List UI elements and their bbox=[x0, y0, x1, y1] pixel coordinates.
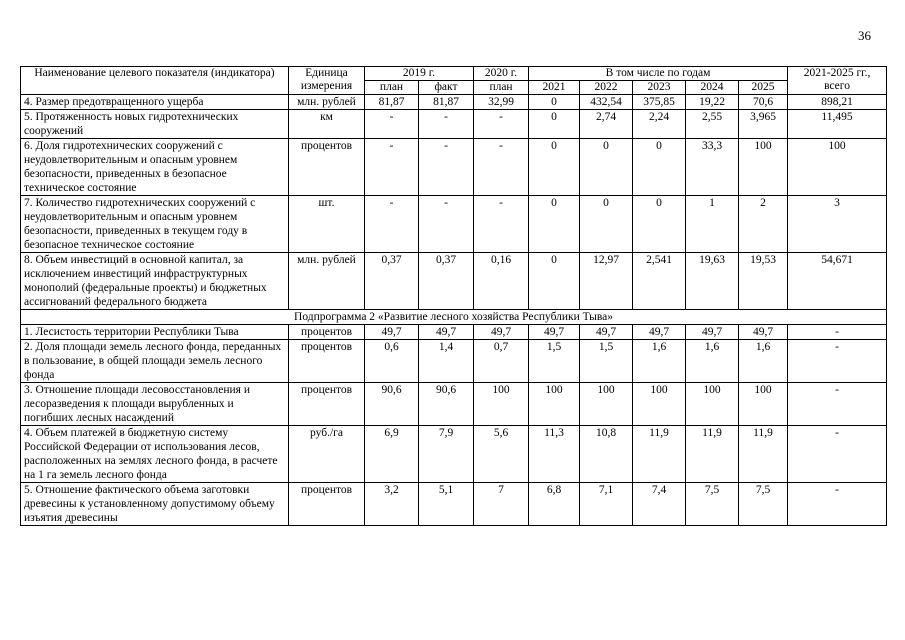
header-name: Наименование целевого показателя (индикатора) bbox=[21, 67, 289, 95]
indicator-value: - bbox=[474, 110, 529, 139]
indicator-value: 100 bbox=[580, 383, 633, 426]
indicator-unit: млн. рублей bbox=[289, 253, 365, 310]
indicator-value: 7,4 bbox=[633, 483, 686, 526]
indicator-value: - bbox=[365, 110, 419, 139]
indicator-value: - bbox=[788, 483, 887, 526]
indicator-value: 11,9 bbox=[633, 426, 686, 483]
indicator-value: 100 bbox=[686, 383, 739, 426]
indicator-value: 7,1 bbox=[580, 483, 633, 526]
indicator-unit: км bbox=[289, 110, 365, 139]
indicator-value: 3,2 bbox=[365, 483, 419, 526]
indicator-value: 81,87 bbox=[419, 95, 474, 110]
indicator-name: 7. Количество гидротехнических сооружений с неудовлетворительным и опасным уровнем безопасности, приведенных в текущем году в безопасное техническое состояние bbox=[21, 196, 289, 253]
indicator-value: - bbox=[474, 139, 529, 196]
indicator-unit: руб./га bbox=[289, 426, 365, 483]
indicator-value: 2,24 bbox=[633, 110, 686, 139]
indicator-value: 2,74 bbox=[580, 110, 633, 139]
indicator-value: 0 bbox=[633, 139, 686, 196]
indicator-name: 5. Протяженность новых гидротехнических сооружений bbox=[21, 110, 289, 139]
indicator-value: 19,53 bbox=[739, 253, 788, 310]
indicator-value: 0 bbox=[529, 196, 580, 253]
indicator-value: 0 bbox=[580, 139, 633, 196]
indicator-value: 11,9 bbox=[739, 426, 788, 483]
indicator-value: 49,7 bbox=[365, 325, 419, 340]
indicator-value: - bbox=[474, 196, 529, 253]
indicator-value: 1,6 bbox=[633, 340, 686, 383]
header-year: 2024 bbox=[686, 81, 739, 95]
indicator-value: 375,85 bbox=[633, 95, 686, 110]
indicator-value: - bbox=[788, 383, 887, 426]
indicator-value: - bbox=[419, 110, 474, 139]
indicator-value: 6,9 bbox=[365, 426, 419, 483]
indicator-value: 6,8 bbox=[529, 483, 580, 526]
indicator-unit: процентов bbox=[289, 139, 365, 196]
indicator-value: 0 bbox=[529, 253, 580, 310]
indicator-value: 7 bbox=[474, 483, 529, 526]
indicator-value: 32,99 bbox=[474, 95, 529, 110]
table-row bbox=[21, 383, 887, 426]
header-total: 2021-2025 гг., всего bbox=[788, 67, 887, 95]
indicator-value: 0 bbox=[580, 196, 633, 253]
indicator-name: 1. Лесистость территории Республики Тыва bbox=[21, 325, 289, 340]
indicator-value: 0 bbox=[529, 139, 580, 196]
indicator-value: 100 bbox=[739, 383, 788, 426]
indicator-value: 11,9 bbox=[686, 426, 739, 483]
indicator-value: 12,97 bbox=[580, 253, 633, 310]
indicator-value: - bbox=[788, 426, 887, 483]
table-row bbox=[21, 95, 887, 110]
indicator-unit: шт. bbox=[289, 196, 365, 253]
indicator-value: 49,7 bbox=[686, 325, 739, 340]
indicator-value: 19,63 bbox=[686, 253, 739, 310]
indicator-value: 49,7 bbox=[580, 325, 633, 340]
indicator-value: 1,6 bbox=[739, 340, 788, 383]
indicator-value: 0,6 bbox=[365, 340, 419, 383]
header-year: 2025 bbox=[739, 81, 788, 95]
indicator-unit: процентов bbox=[289, 340, 365, 383]
indicator-value: 1,6 bbox=[686, 340, 739, 383]
indicator-name: 2. Доля площади земель лесного фонда, переданных в пользование, в общей площади земель лесного фонда bbox=[21, 340, 289, 383]
indicator-value: 49,7 bbox=[529, 325, 580, 340]
indicator-value: 0,7 bbox=[474, 340, 529, 383]
indicator-value: 3 bbox=[788, 196, 887, 253]
indicator-value: 11,3 bbox=[529, 426, 580, 483]
indicator-unit: млн. рублей bbox=[289, 95, 365, 110]
indicator-value: 49,7 bbox=[739, 325, 788, 340]
indicator-value: 49,7 bbox=[419, 325, 474, 340]
header-by-years: В том числе по годам bbox=[529, 67, 788, 81]
indicator-value: 54,671 bbox=[788, 253, 887, 310]
indicator-value: - bbox=[788, 325, 887, 340]
indicator-unit: процентов bbox=[289, 483, 365, 526]
table-row bbox=[21, 483, 887, 526]
indicator-value: 81,87 bbox=[365, 95, 419, 110]
indicator-value: 49,7 bbox=[474, 325, 529, 340]
indicator-value: 49,7 bbox=[633, 325, 686, 340]
indicator-value: 5,1 bbox=[419, 483, 474, 526]
header-2019: 2019 г. bbox=[365, 67, 474, 81]
indicator-value: 7,5 bbox=[739, 483, 788, 526]
page-number: 36 bbox=[858, 28, 871, 43]
indicator-value: - bbox=[365, 139, 419, 196]
subprogram-title: Подпрограмма 2 «Развитие лесного хозяйства Республики Тыва» bbox=[21, 310, 887, 325]
indicator-value: - bbox=[365, 196, 419, 253]
indicator-value: 0 bbox=[633, 196, 686, 253]
indicator-value: 2,55 bbox=[686, 110, 739, 139]
indicator-value: 100 bbox=[788, 139, 887, 196]
table-row bbox=[21, 325, 887, 340]
table-row bbox=[21, 139, 887, 196]
indicator-value: 100 bbox=[739, 139, 788, 196]
indicator-value: 0 bbox=[529, 110, 580, 139]
indicator-value: - bbox=[419, 196, 474, 253]
indicator-value: 0,37 bbox=[419, 253, 474, 310]
indicator-value: 10,8 bbox=[580, 426, 633, 483]
indicator-value: 33,3 bbox=[686, 139, 739, 196]
header-fact: факт bbox=[419, 81, 474, 95]
indicator-value: 7,5 bbox=[686, 483, 739, 526]
header-plan: план bbox=[365, 81, 419, 95]
indicator-value: 3,965 bbox=[739, 110, 788, 139]
indicator-name: 6. Доля гидротехнических сооружений с неудовлетворительным и опасным уровнем безопасности, приведенных в безопасное техническое состояние bbox=[21, 139, 289, 196]
indicator-value: 2 bbox=[739, 196, 788, 253]
header-year: 2022 bbox=[580, 81, 633, 95]
indicator-value: - bbox=[788, 340, 887, 383]
header-2020: 2020 г. bbox=[474, 67, 529, 81]
indicators-table bbox=[20, 66, 887, 526]
indicator-value: 1,4 bbox=[419, 340, 474, 383]
indicator-value: - bbox=[419, 139, 474, 196]
indicator-value: 7,9 bbox=[419, 426, 474, 483]
indicator-value: 90,6 bbox=[419, 383, 474, 426]
indicator-value: 5,6 bbox=[474, 426, 529, 483]
table-row bbox=[21, 253, 887, 310]
indicator-value: 90,6 bbox=[365, 383, 419, 426]
indicator-unit: процентов bbox=[289, 383, 365, 426]
indicator-value: 100 bbox=[474, 383, 529, 426]
header-year: 2023 bbox=[633, 81, 686, 95]
indicator-value: 898,21 bbox=[788, 95, 887, 110]
indicator-value: 0,16 bbox=[474, 253, 529, 310]
indicator-unit: процентов bbox=[289, 325, 365, 340]
indicator-value: 11,495 bbox=[788, 110, 887, 139]
table-row bbox=[21, 196, 887, 253]
table-row bbox=[21, 340, 887, 383]
indicator-value: 432,54 bbox=[580, 95, 633, 110]
indicator-name: 8. Объем инвестиций в основной капитал, за исключением инвестиций инфраструктурных монополий (федеральные проекты) и бюджетных ассигнований федерального бюджета bbox=[21, 253, 289, 310]
header-unit: Единица измерения bbox=[289, 67, 365, 95]
indicator-value: 0 bbox=[529, 95, 580, 110]
indicator-name: 5. Отношение фактического объема заготовки древесины к установленному допустимому объему изъятия древесины bbox=[21, 483, 289, 526]
indicator-value: 1,5 bbox=[580, 340, 633, 383]
table-row bbox=[21, 426, 887, 483]
indicator-name: 3. Отношение площади лесовосстановления и лесоразведения к площади вырубленных и погибших лесных насаждений bbox=[21, 383, 289, 426]
indicator-value: 1 bbox=[686, 196, 739, 253]
indicator-name: 4. Объем платежей в бюджетную систему Российской Федерации от использования лесов, расположенных на землях лесного фонда, в расчете на 1 га земель лесного фонда bbox=[21, 426, 289, 483]
indicator-value: 100 bbox=[633, 383, 686, 426]
indicator-value: 100 bbox=[529, 383, 580, 426]
table-row bbox=[21, 110, 887, 139]
header-year: 2021 bbox=[529, 81, 580, 95]
subprogram-row bbox=[21, 310, 887, 325]
header-plan-2020: план bbox=[474, 81, 529, 95]
indicator-value: 2,541 bbox=[633, 253, 686, 310]
indicator-name: 4. Размер предотвращенного ущерба bbox=[21, 95, 289, 110]
indicator-value: 1,5 bbox=[529, 340, 580, 383]
indicator-value: 0,37 bbox=[365, 253, 419, 310]
indicator-value: 19,22 bbox=[686, 95, 739, 110]
header-row-1 bbox=[21, 67, 887, 81]
indicator-value: 70,6 bbox=[739, 95, 788, 110]
